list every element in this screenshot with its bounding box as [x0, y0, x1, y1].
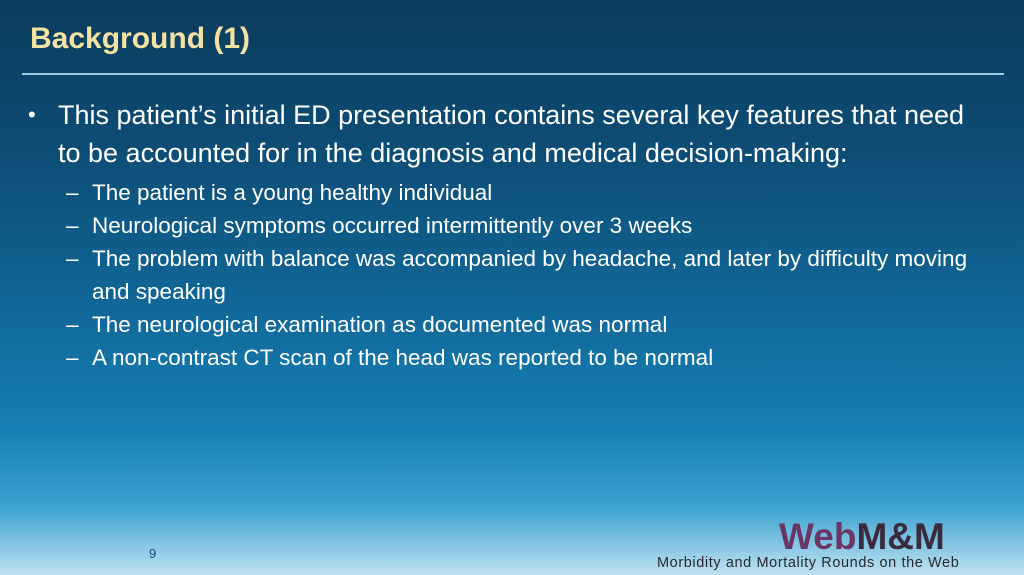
list-item	[66, 176, 988, 209]
dash-icon: –	[66, 180, 79, 205]
dash-icon: –	[66, 246, 79, 271]
sub-bullet-text: Neurological symptoms occurred intermittently over 3 weeks	[92, 213, 693, 238]
webmm-logo	[655, 518, 1015, 570]
dash-icon: –	[66, 312, 79, 337]
dash-icon: –	[66, 345, 79, 370]
sub-bullet-text: The patient is a young healthy individual	[92, 180, 493, 205]
slide-content	[28, 96, 988, 374]
main-bullet	[28, 96, 988, 172]
page-number: 9	[149, 546, 157, 561]
logo-wordmark	[779, 518, 945, 556]
slide-title: Background (1)	[30, 22, 251, 55]
list-item	[66, 341, 988, 374]
list-item	[66, 308, 988, 341]
title-divider	[22, 73, 1004, 75]
main-bullet-text: This patient’s initial ED presentation contains several key features that need to be accounted for in the diagnosis and medical decision-making:	[58, 100, 965, 168]
sub-bullet-list	[28, 176, 988, 374]
sub-bullet-text: The problem with balance was accompanied by headache, and later by difficulty moving and speaking	[92, 246, 968, 304]
bullet-icon: •	[28, 102, 36, 127]
sub-bullet-text: A non-contrast CT scan of the head was reported to be normal	[92, 345, 714, 370]
list-item	[66, 209, 988, 242]
logo-tagline: Morbidity and Mortality Rounds on the Web	[657, 555, 960, 571]
logo-web-text: Web	[779, 516, 857, 557]
list-item	[66, 242, 988, 308]
logo-mm-text: M&M	[856, 516, 945, 557]
dash-icon: –	[66, 213, 79, 238]
sub-bullet-text: The neurological examination as documented was normal	[92, 312, 668, 337]
